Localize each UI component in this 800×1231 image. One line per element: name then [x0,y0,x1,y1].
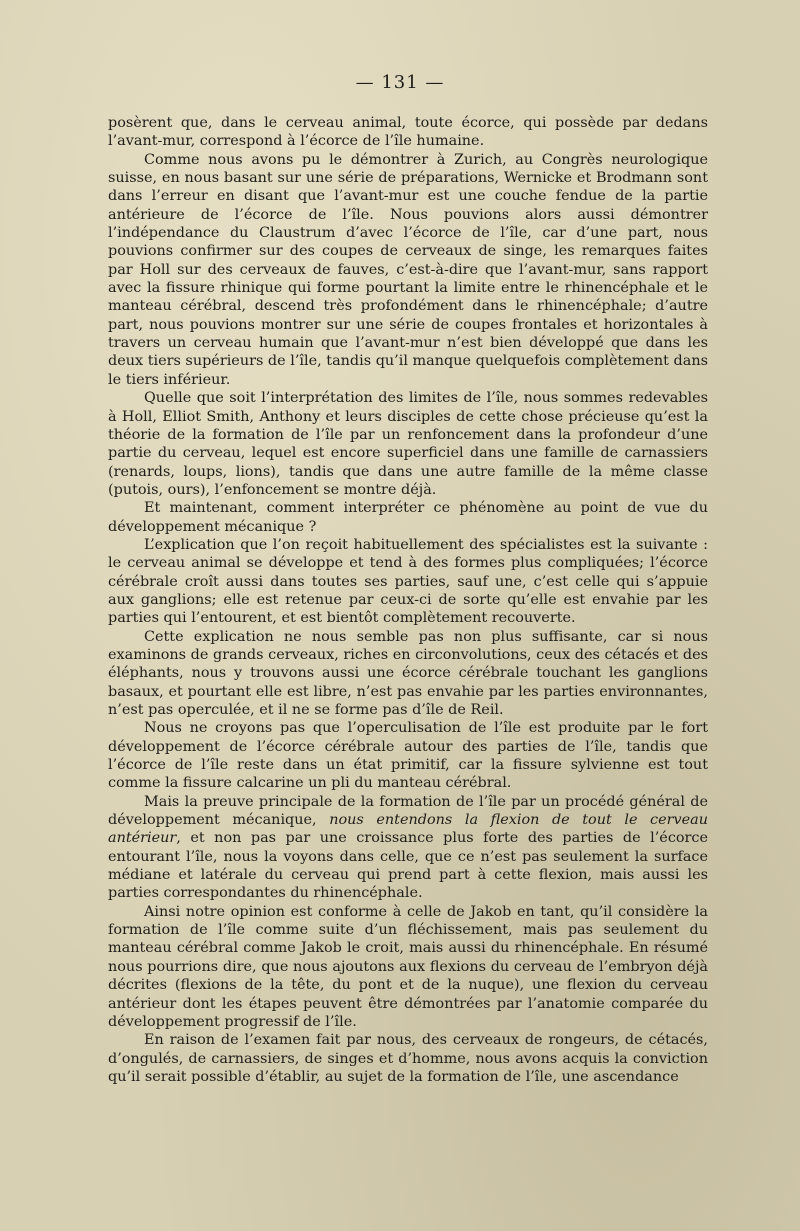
paragraph: Et maintenant, comment interpréter ce phénomène au point de vue du développement mécanique ? [108,500,708,535]
paragraph: Ainsi notre opinion est conforme à celle de Jakob en tant, qu’il considère la formation de l’île comme suite d’un fléchissement, mais pas seulement du manteau cérébral comme Jakob le croit, mais aussi du rhinencéphale. En résumé nous pourrions dire, que nous ajoutons aux flexions du cerveau de l’embryon déjà décrites (flexions de la tête, du pont et de la nuque), une flexion du cerveau antérieur dont les étapes peuvent être démontrées par l’anatomie comparée du développement progressif de l’île. [108,903,708,1030]
paragraph: Quelle que soit l’interprétation des limites de l’île, nous sommes redevables à Holl, Elliot Smith, Anthony et leurs disciples de cette chose précieuse qu’est la théorie de la formation de l’île par un renfoncement dans la profondeur d’une partie du cerveau, lequel est encore superficiel dans une famille de carnassiers (renards, loups, lions), tandis que dans une autre famille de la même classe (putois, ours), l’enfoncement se montre déjà. [108,390,708,498]
paragraph-text: , et non pas par une croissance plus forte des parties de l’écorce entourant l’île, nous la voyons dans celle, que ce n’est pas seulement la surface médiane et latérale du cerveau qui prend part à cette flexion, mais aussi les parties correspondantes du rhinencéphale. [108,830,708,902]
page-number: — 131 — [355,72,445,93]
paragraph: Comme nous avons pu le démontrer à Zurich, au Congrès neurologique suisse, en nous basant sur une série de préparations, Wernicke et Brodmann sont dans l’erreur en disant que l’avant-mur est une couche fendue de la partie antérieure de l’écorce de l’île. Nous pouvions alors aussi démontrer l’indépendance du Claustrum d’avec l’écorce de l’île, car d’une part, nous pouvions confirmer sur des coupes de cerveaux de singe, les remarques faites par Holl sur des cerveaux de fauves, c’est-à-dire que l’avant-mur, sans rapport avec la fissure rhinique qui forme pourtant la limite entre le rhinencéphale et le manteau cérébral, descend très profondément dans le rhinencéphale; d’autre part, nous pouvions montrer sur une série de coupes frontales et horizontales à travers un cerveau humain que l’avant-mur n’est bien développé que dans les deux tiers supérieurs de l’île, tandis qu’il manque quelquefois complètement dans le tiers inférieur. [108,151,708,388]
body-text [108,114,708,1086]
paragraph: L’explication que l’on reçoit habituellement des spécialistes est la suivante : le cerveau animal se développe et tend à des formes plus compliquées; l’écorce cérébrale croît aussi dans toutes ses parties, sauf une, c’est celle qui s’appuie aux ganglions; elle est retenue par ceux-ci de sorte qu’elle est envahie par les parties qui l’entourent, et est bientôt complètement recouverte. [108,536,708,627]
paragraph: posèrent que, dans le cerveau animal, toute écorce, qui possède par dedans l’avant-mur, correspond à l’écorce de l’île humaine. [108,115,708,150]
paragraph-with-italic [108,793,708,903]
paragraph: Nous ne croyons pas que l’operculisation de l’île est produite par le fort développement de l’écorce cérébrale autour des parties de l’île, tandis que l’écorce de l’île reste dans un état primitif, car la fissure sylvienne est tout comme la fissure calcarine un pli du manteau cérébral. [108,720,708,792]
paragraph-text: Mais la preuve principale de la formation de l’île par un procédé général de développement mécanique, [108,793,708,829]
italic-phrase: nous entendons la flexion de tout le cerveau antérieur [108,812,709,847]
paragraph: Cette explication ne nous semble pas non plus suffisante, car si nous examinons de grands cerveaux, riches en circonvolutions, ceux des cétacés et des éléphants, nous y trouvons aussi une écorce cérébrale touchant les ganglions basaux, et pourtant elle est libre, n’est pas envahie par les parties environnantes, n’est pas operculée, et il ne se forme pas d’île de Reil. [108,628,708,718]
paragraph: En raison de l’examen fait par nous, des cerveaux de rongeurs, de cétacés, d’ongulés, de carnassiers, de singes et d’homme, nous avons acquis la conviction qu’il serait possible d’établir, au sujet de la formation de l’île, une ascendance [108,1032,708,1085]
